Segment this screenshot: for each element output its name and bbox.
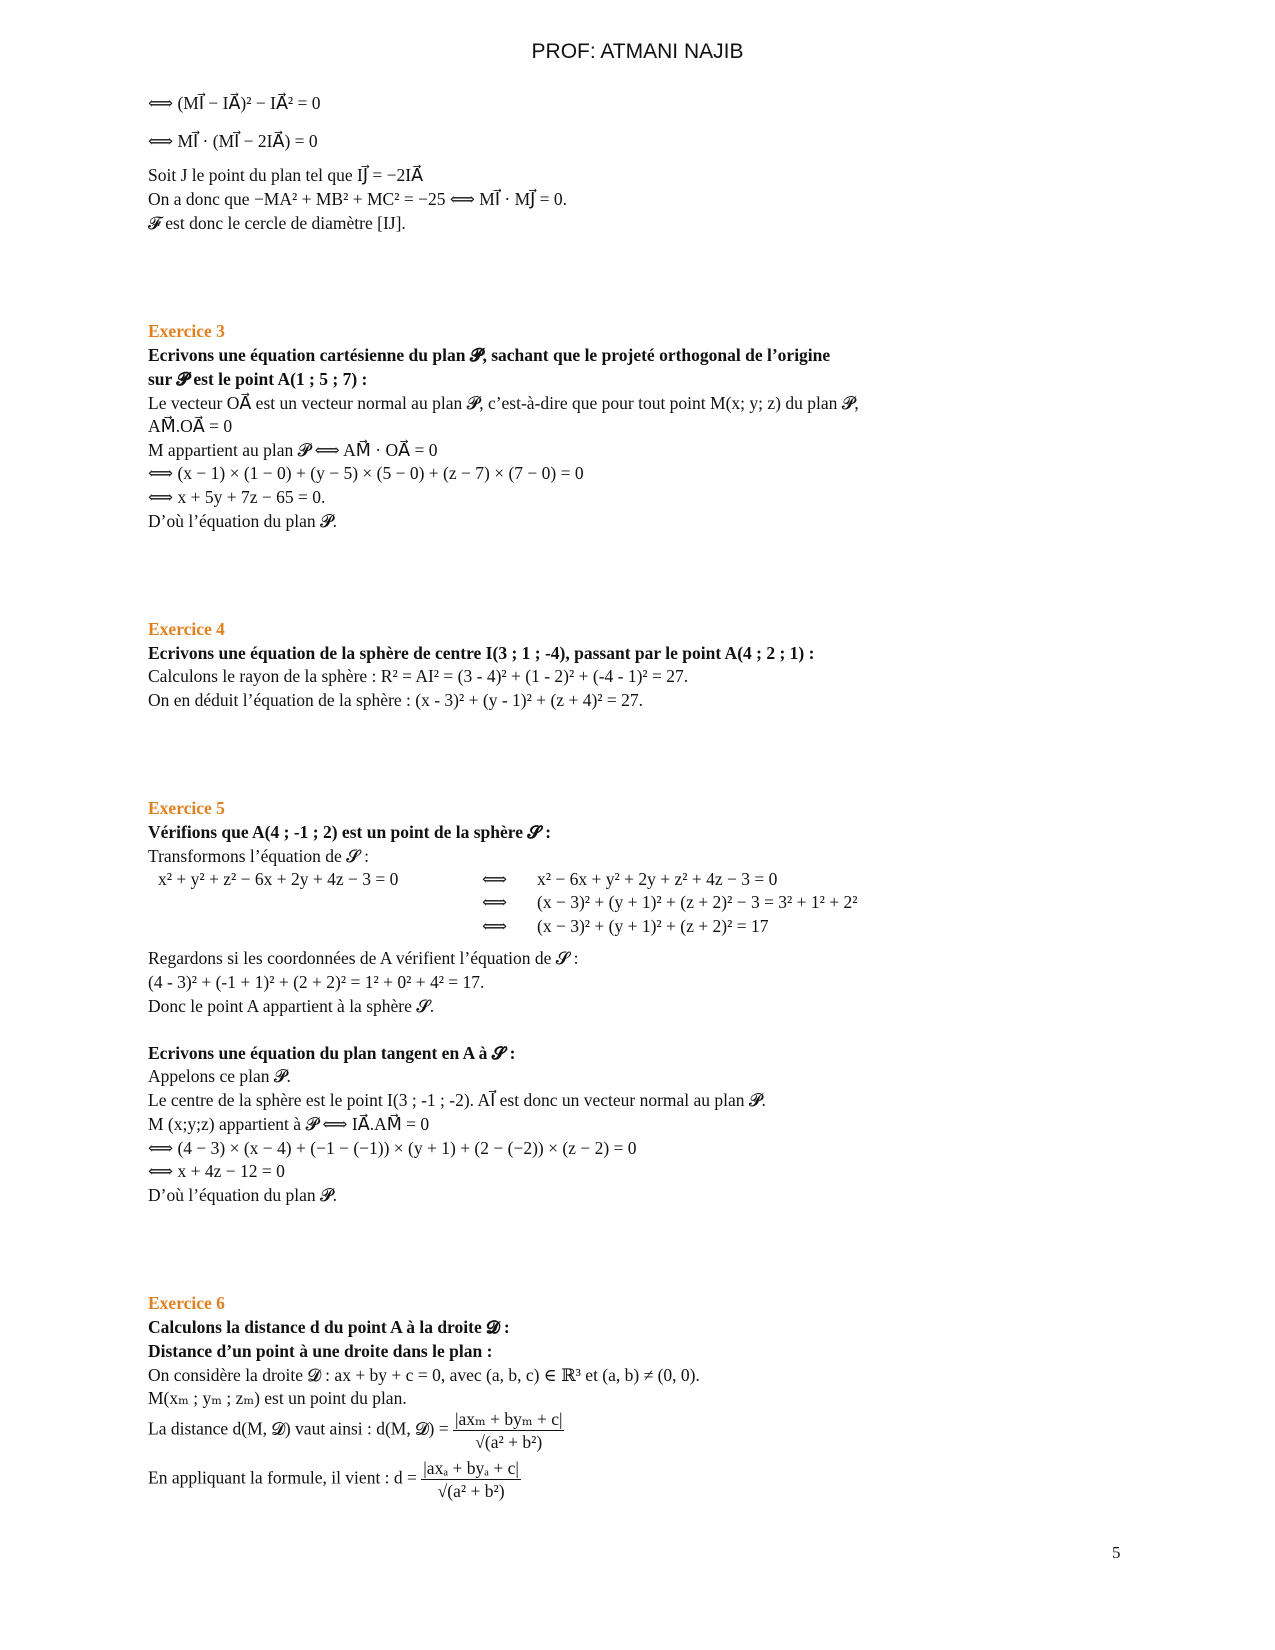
page-number: 5 bbox=[1112, 1543, 1121, 1562]
question: Ecrivons une équation du plan tangent en A à 𝓢 : bbox=[148, 1043, 516, 1063]
text-line: ⟺ (4 − 3) × (x − 4) + (−1 − (−1)) × (y + 1) + (2 − (−2)) × (z − 2) = 0 bbox=[148, 1138, 637, 1158]
text-line: Soit J le point du plan tel que IJ⃗ = −2IA⃗ bbox=[148, 165, 424, 185]
equation-right: (x − 3)² + (y + 1)² + (z + 2)² − 3 = 3² + 1² + 2² bbox=[537, 892, 858, 912]
text-line: AM⃗.OA⃗ = 0 bbox=[148, 416, 233, 436]
text-line: Transformons l’équation de 𝓢 : bbox=[148, 846, 369, 866]
applied-formula bbox=[148, 1457, 521, 1502]
equation-right: (x − 3)² + (y + 1)² + (z + 2)² = 17 bbox=[537, 916, 769, 936]
text-line: Le centre de la sphère est le point I(3 ; -1 ; -2). AI⃗ est donc un vecteur normal au plan 𝓟. bbox=[148, 1090, 766, 1110]
equation-right: x² − 6x + y² + 2y + z² + 4z − 3 = 0 bbox=[537, 869, 778, 889]
formula-text: En appliquant la formule, il vient : d = bbox=[148, 1467, 417, 1488]
exercise-6-title: Exercice 6 bbox=[148, 1293, 225, 1313]
distance-formula bbox=[148, 1408, 564, 1453]
text-line: 𝓕 est donc le cercle de diamètre [IJ]. bbox=[148, 213, 406, 233]
text-line: M appartient au plan 𝓟 ⟺ AM⃗ · OA⃗ = 0 bbox=[148, 440, 438, 460]
text-line: Calculons le rayon de la sphère : R² = AI² = (3 - 4)² + (1 - 2)² + (-4 - 1)² = 27. bbox=[148, 666, 689, 686]
text-line: Le vecteur OA⃗ est un vecteur normal au plan 𝓟, c’est-à-dire que pour tout point M(x; y; z) du plan 𝓟, bbox=[148, 393, 859, 413]
exercise-4-title: Exercice 4 bbox=[148, 619, 225, 639]
equivalence-symbol: ⟺ bbox=[482, 916, 508, 936]
equivalence-symbol: ⟺ bbox=[482, 869, 508, 889]
denominator: √(a² + b²) bbox=[475, 1432, 543, 1452]
text-line: Donc le point A appartient à la sphère 𝓢. bbox=[148, 996, 435, 1016]
question: Vérifions que A(4 ; -1 ; 2) est un point de la sphère 𝓢 : bbox=[148, 822, 552, 842]
text-line: D’où l’équation du plan 𝓟. bbox=[148, 511, 338, 531]
question: Ecrivons une équation cartésienne du plan 𝓟, sachant que le projeté orthogonal de l’origine bbox=[148, 345, 831, 365]
page-header: PROF: ATMANI NAJIB bbox=[531, 40, 744, 63]
text-line: ⟺ x + 4z − 12 = 0 bbox=[148, 1161, 285, 1181]
exercise-5-title: Exercice 5 bbox=[148, 798, 225, 818]
equation-left: x² + y² + z² − 6x + 2y + 4z − 3 = 0 bbox=[158, 869, 399, 889]
denominator: √(a² + b²) bbox=[437, 1481, 505, 1501]
fraction bbox=[453, 1408, 565, 1453]
text-line: ⟺ (x − 1) × (1 − 0) + (y − 5) × (5 − 0) + (z − 7) × (7 − 0) = 0 bbox=[148, 463, 584, 483]
text-line: D’où l’équation du plan 𝓟. bbox=[148, 1185, 338, 1205]
text-line: Regardons si les coordonnées de A vérifient l’équation de 𝓢 : bbox=[148, 948, 579, 968]
question: Calculons la distance d du point A à la droite 𝓓 : bbox=[148, 1317, 510, 1337]
text-line: On considère la droite 𝓓 : ax + by + c = 0, avec (a, b, c) ∈ ℝ³ et (a, b) ≠ (0, 0). bbox=[148, 1365, 700, 1385]
text-line: (4 - 3)² + (-1 + 1)² + (2 + 2)² = 1² + 0² + 4² = 17. bbox=[148, 972, 485, 992]
fraction bbox=[421, 1457, 521, 1502]
text-line: Appelons ce plan 𝓟. bbox=[148, 1066, 291, 1086]
question: Distance d’un point à une droite dans le plan : bbox=[148, 1341, 493, 1361]
numerator: |axₐ + byₐ + c| bbox=[423, 1458, 519, 1478]
question: Ecrivons une équation de la sphère de centre I(3 ; 1 ; -4), passant par le point A(4 ; 2 ; 1) : bbox=[148, 643, 815, 663]
question: sur 𝓟 est le point A(1 ; 5 ; 7) : bbox=[148, 369, 368, 389]
formula-text: La distance d(M, 𝓓) vaut ainsi : d(M, 𝓓) = bbox=[148, 1418, 449, 1439]
text-line: On en déduit l’équation de la sphère : (x - 3)² + (y - 1)² + (z + 4)² = 27. bbox=[148, 690, 644, 710]
exercise-3-title: Exercice 3 bbox=[148, 321, 225, 341]
text-line: ⟺ x + 5y + 7z − 65 = 0. bbox=[148, 487, 326, 507]
numerator: |axₘ + byₘ + c| bbox=[454, 1409, 563, 1429]
equation-line: ⟺ MI⃗ · (MI⃗ − 2IA⃗) = 0 bbox=[148, 131, 318, 151]
text-line: M(xₘ ; yₘ ; zₘ) est un point du plan. bbox=[148, 1388, 407, 1408]
text-line: M (x;y;z) appartient à 𝓟 ⟺ IA⃗.AM⃗ = 0 bbox=[148, 1114, 430, 1134]
equivalence-symbol: ⟺ bbox=[482, 892, 508, 912]
text-line: On a donc que −MA² + MB² + MC² = −25 ⟺ MI⃗ · MJ⃗ = 0. bbox=[148, 189, 568, 209]
equation-line: ⟺ (MI⃗ − IA⃗)² − IA⃗² = 0 bbox=[148, 93, 321, 113]
